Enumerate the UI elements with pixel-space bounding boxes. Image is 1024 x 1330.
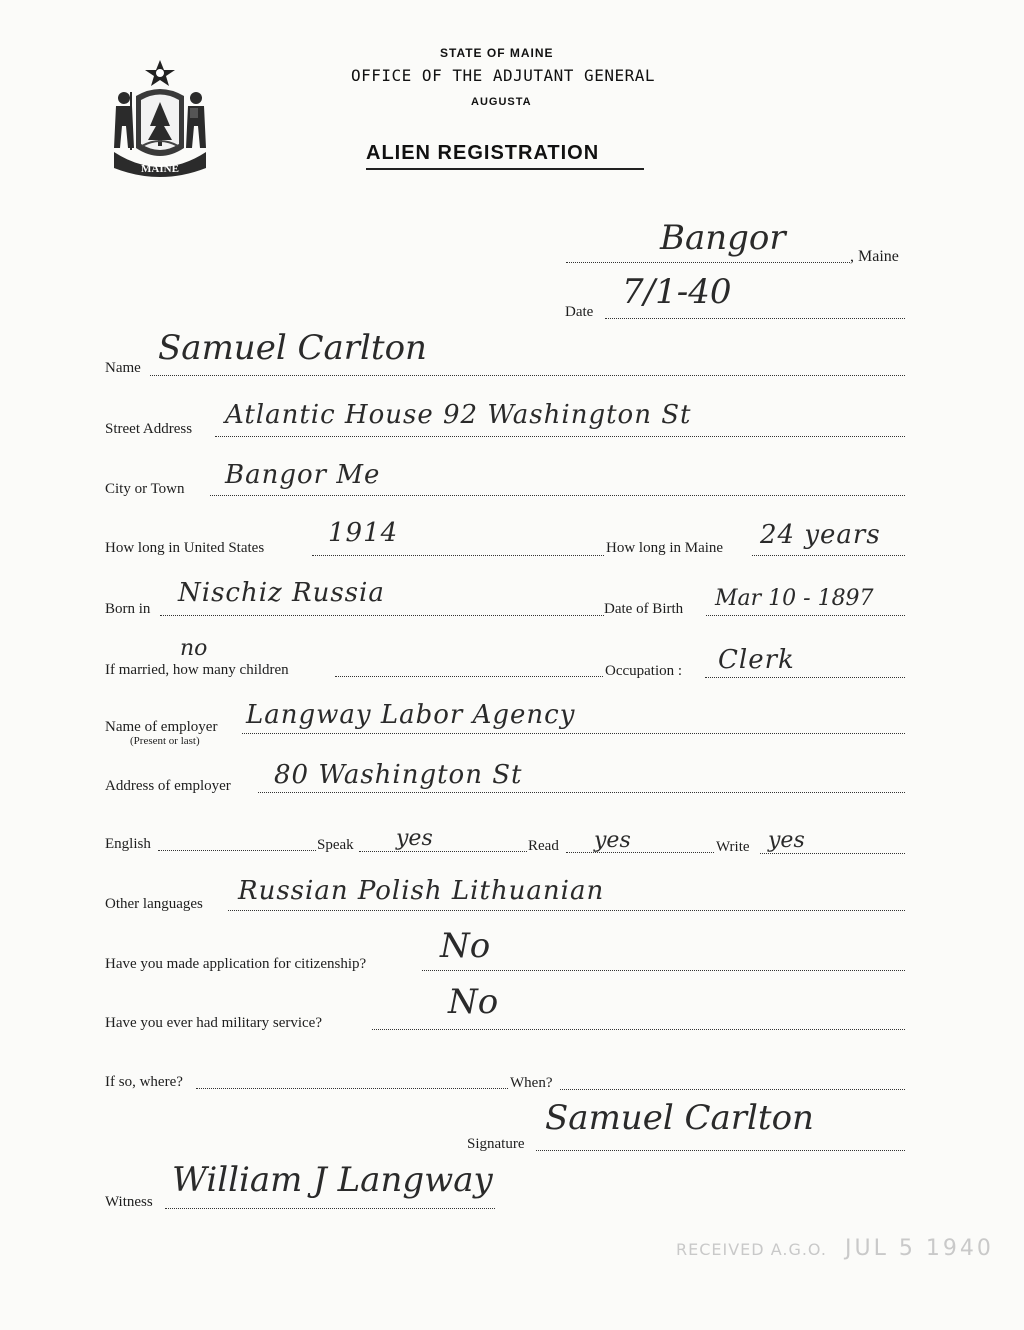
- military-value: No: [448, 982, 499, 1022]
- born-in-value: Nischiz Russia: [178, 578, 385, 608]
- state-of-maine-seal-icon: [106, 56, 214, 180]
- employer-label: Name of employer: [105, 719, 218, 735]
- citizenship-label: Have you made application for citizenship?: [105, 956, 367, 972]
- city-or-town-label: City or Town: [105, 481, 185, 497]
- signature-line: [536, 1150, 905, 1151]
- read-label: Read: [528, 838, 559, 854]
- maine-label: , Maine: [850, 248, 899, 265]
- how-long-us-label: How long in United States: [105, 540, 265, 556]
- street-address-line: [215, 436, 905, 437]
- occupation-value: Clerk: [718, 645, 795, 675]
- children-line: [335, 676, 603, 677]
- name-label: Name: [105, 360, 141, 376]
- witness-value: William J Langway: [172, 1160, 493, 1200]
- how-long-maine-value: 24 years: [760, 520, 881, 550]
- other-languages-value: Russian Polish Lithuanian: [238, 876, 605, 906]
- occupation-line: [705, 677, 905, 678]
- speak-label: Speak: [317, 837, 354, 853]
- children-value: no: [180, 636, 208, 661]
- how-long-maine-label: How long in Maine: [606, 540, 724, 556]
- date-line: [605, 318, 905, 319]
- witness-line: [165, 1208, 495, 1209]
- city-heading: AUGUSTA: [471, 96, 532, 108]
- speak-line: [359, 851, 527, 852]
- received-stamp: [676, 1236, 994, 1261]
- citizenship-line: [422, 970, 905, 971]
- how-long-us-line: [312, 555, 604, 556]
- born-in-line: [160, 615, 604, 616]
- date-of-birth-label: Date of Birth: [604, 601, 684, 617]
- read-value: yes: [594, 828, 631, 853]
- state-heading: STATE OF MAINE: [440, 46, 554, 60]
- office-heading: OFFICE OF THE ADJUTANT GENERAL: [351, 66, 655, 85]
- witness-label: Witness: [105, 1194, 153, 1210]
- military-label: Have you ever had military service?: [105, 1015, 322, 1031]
- employer-value: Langway Labor Agency: [246, 700, 576, 730]
- street-address-label: Street Address: [105, 421, 193, 437]
- date-label: Date: [565, 304, 594, 320]
- write-label: Write: [716, 839, 750, 855]
- write-line: [760, 853, 905, 854]
- speak-value: yes: [396, 826, 433, 851]
- date-of-birth-value: Mar 10 - 1897: [715, 586, 874, 611]
- english-label: English: [105, 836, 151, 852]
- city-or-town-value: Bangor Me: [225, 460, 381, 490]
- street-address-value: Atlantic House 92 Washington St: [225, 400, 692, 430]
- date-value: 7/1-40: [622, 272, 732, 312]
- employer-line: [242, 733, 905, 734]
- how-long-maine-line: [752, 555, 905, 556]
- occupation-label: Occupation :: [605, 663, 683, 679]
- children-label: If married, how many children: [105, 662, 289, 678]
- received-stamp-text: RECEIVED A.G.O.: [676, 1240, 827, 1259]
- citizenship-value: No: [440, 926, 491, 966]
- page-title: ALIEN REGISTRATION: [366, 142, 600, 164]
- employer-address-label: Address of employer: [105, 778, 231, 794]
- name-line: [150, 375, 905, 376]
- english-line: [158, 850, 316, 851]
- city-or-town-line: [210, 495, 905, 496]
- title-underline: [366, 168, 644, 170]
- employer-sublabel: (Present or last): [130, 735, 200, 747]
- how-long-us-value: 1914: [328, 518, 399, 548]
- if-so-where-label: If so, where?: [105, 1074, 183, 1090]
- write-value: yes: [768, 828, 805, 853]
- location-line: [566, 262, 850, 263]
- when-line: [560, 1089, 905, 1090]
- date-of-birth-line: [706, 615, 905, 616]
- other-languages-label: Other languages: [105, 896, 203, 912]
- signature-label: Signature: [467, 1136, 525, 1152]
- name-value: Samuel Carlton: [158, 328, 427, 368]
- military-line: [372, 1029, 905, 1030]
- when-label: When?: [510, 1075, 553, 1091]
- signature-value: Samuel Carlton: [545, 1098, 814, 1138]
- employer-address-value: 80 Washington St: [274, 760, 523, 790]
- svg-text:MAINE: MAINE: [141, 163, 179, 175]
- location-value: Bangor: [660, 218, 786, 258]
- employer-address-line: [258, 792, 905, 793]
- other-languages-line: [228, 910, 905, 911]
- if-so-where-line: [196, 1088, 508, 1089]
- received-stamp-date: JUL 5 1940: [845, 1236, 994, 1261]
- read-line: [566, 852, 714, 853]
- born-in-label: Born in: [105, 601, 151, 617]
